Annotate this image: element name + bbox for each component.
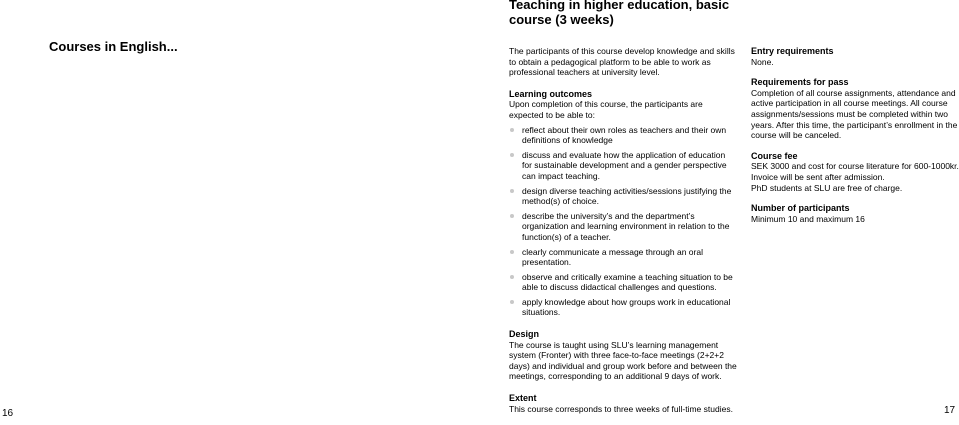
course-fee-heading: Course fee (751, 150, 798, 161)
list-item-text: discuss and evaluate how the application of education for sustainable development and a gender perspective can impact teaching. (522, 149, 727, 181)
extent-section (509, 393, 737, 414)
bullet-icon (510, 153, 514, 157)
list-item (509, 211, 737, 243)
course-fee-line: Invoice will be sent after admission. (751, 171, 885, 182)
requirements-for-pass-section (751, 77, 959, 141)
requirements-for-pass-text: Completion of all course assignments, attendance and active participation in all course meetings. All course assignments/sessions must be completed within two years. After this time, the participant’s enrollment in the course will be canceled. (751, 87, 958, 141)
list-item (509, 272, 737, 293)
list-item (509, 247, 737, 268)
entry-requirements-text: None. (751, 56, 774, 67)
design-text: The course is taught using SLU’s learning management system (Fronter) with three face-to-face meetings (2+2+2 days) and individual and group work before and between the meetings, corresponding to an additional 9 days of work. (509, 339, 737, 382)
bullet-icon (510, 128, 514, 132)
course-description-column (509, 46, 737, 425)
design-heading: Design (509, 329, 540, 340)
entry-requirements-section (751, 46, 959, 67)
course-title: Teaching in higher education, basic course (3 weeks) (509, 0, 730, 27)
participants-text: Minimum 10 and maximum 16 (751, 213, 865, 224)
extent-heading: Extent (509, 393, 537, 404)
sidebar-title: Courses in English... (49, 39, 178, 54)
participants-heading: Number of participants (751, 203, 850, 214)
learning-outcomes-list (509, 125, 737, 319)
bullet-icon (510, 300, 514, 304)
page-number-right: 17 (944, 405, 956, 416)
list-item-text: describe the university’s and the department’s organization and learning environment in relation to the function(s) of a teacher. (522, 210, 730, 242)
list-item-text: reflect about their own roles as teachers and their own definitions of knowledge (522, 124, 727, 146)
bullet-icon (510, 250, 514, 254)
course-fee-line: SEK 3000 and cost for course literature for 600-1000kr. (751, 161, 959, 172)
bullet-icon (510, 275, 514, 279)
list-item-text: design diverse teaching activities/sessions justifying the method(s) of choice. (522, 185, 732, 207)
requirements-for-pass-heading: Requirements for pass (751, 77, 849, 88)
design-section (509, 329, 737, 382)
list-item (509, 186, 737, 207)
course-fee-line: PhD students at SLU are free of charge. (751, 182, 903, 193)
participants-section (751, 203, 959, 224)
bullet-icon (510, 189, 514, 193)
list-item-text: observe and critically examine a teaching situation to be able to discuss didactical challenges and questions. (522, 271, 733, 293)
course-intro: The participants of this course develop knowledge and skills to obtain a pedagogical platform to be able to work as professional teachers at university level. (509, 46, 735, 78)
list-item-text: clearly communicate a message through an oral presentation. (522, 246, 703, 268)
list-item (509, 297, 737, 318)
list-item (509, 125, 737, 146)
learning-outcomes-lead: Upon completion of this course, the participants are expected to be able to: (509, 99, 703, 120)
bullet-icon (510, 214, 514, 218)
learning-outcomes-section (509, 89, 737, 318)
list-item (509, 150, 737, 182)
entry-requirements-heading: Entry requirements (751, 46, 834, 56)
list-item-text: apply knowledge about how groups work in educational situations. (522, 296, 731, 318)
course-fee-section (751, 151, 959, 193)
extent-text: This course corresponds to three weeks of full-time studies. (509, 403, 733, 414)
course-facts-column (751, 46, 959, 234)
learning-outcomes-heading: Learning outcomes (509, 88, 593, 99)
page-number-left: 16 (2, 408, 14, 419)
